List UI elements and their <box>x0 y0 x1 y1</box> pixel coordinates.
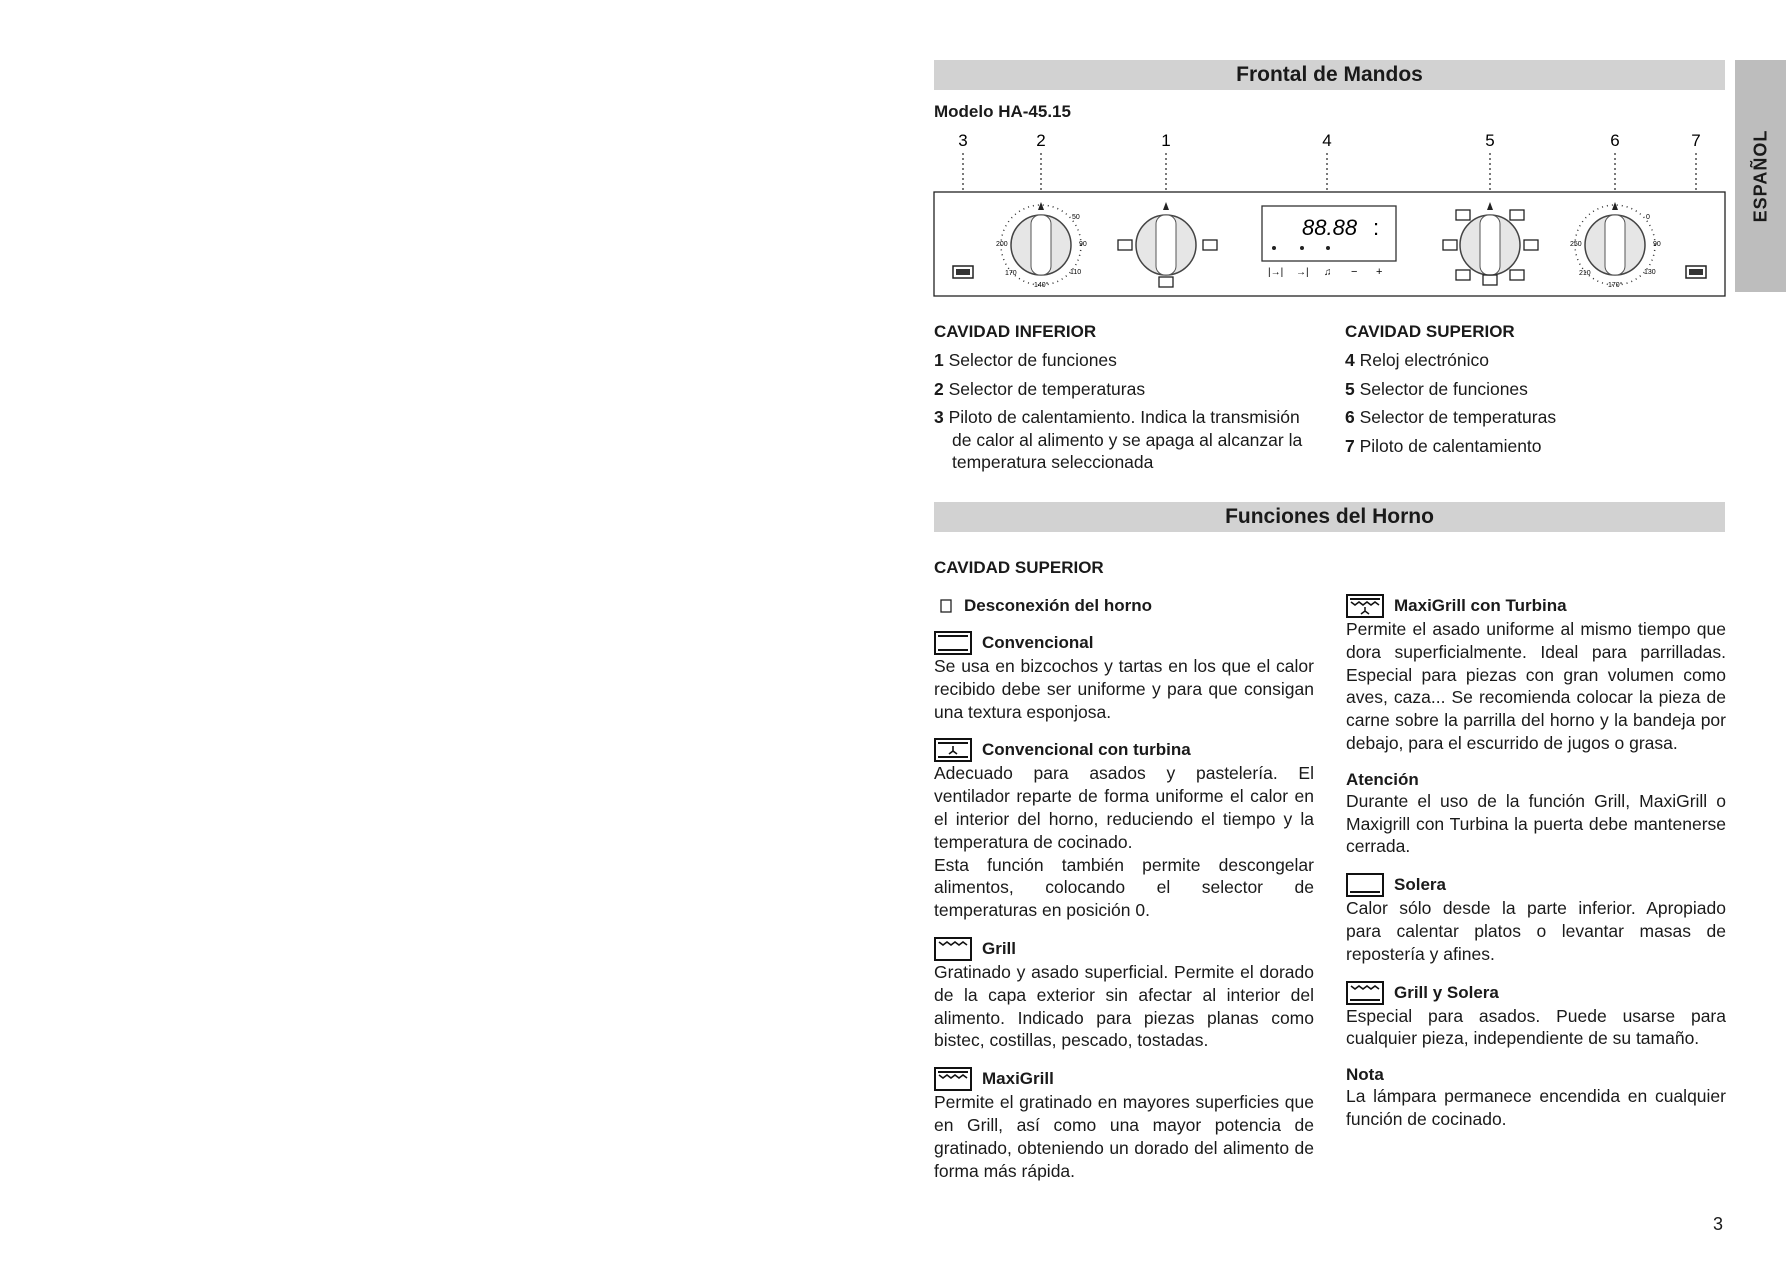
callout-4: 4 <box>1322 131 1332 150</box>
language-label: ESPAÑOL <box>1750 129 1770 223</box>
bottom-heat-icon <box>1346 873 1384 897</box>
control-panel-diagram <box>930 128 1730 300</box>
svg-text:90: 90 <box>1079 241 1087 248</box>
maxigrill-fan-icon <box>1346 594 1384 618</box>
svg-text:200: 200 <box>996 241 1008 248</box>
legend-item-6: 6 Selector de temperaturas <box>1345 407 1557 427</box>
legend-item-2: 2 Selector de temperaturas <box>934 378 1146 399</box>
legend-item-7: 7 Piloto de calentamiento <box>1345 435 1542 456</box>
legend-item-3: 3 Piloto de calentamiento. Indica la transmisión de calor al alimento y se apaga al alcanzar la temperatura seleccionada <box>934 407 1303 472</box>
maxigrill-icon <box>934 1067 972 1091</box>
functions-left-column <box>934 596 1314 1182</box>
svg-text:0: 0 <box>1646 214 1650 221</box>
functions-subheading: CAVIDAD SUPERIOR <box>934 558 1104 577</box>
clock-button-plus: + <box>1376 266 1383 278</box>
note-attention: Atención Durante el uso de la función Grill, MaxiGrill o Maxigrill con Turbina la puerta debe mantenerse cerrada. <box>1346 769 1726 857</box>
callout-6: 6 <box>1610 131 1620 150</box>
function-grill: Grill Gratinado y asado superficial. Permite el dorado de la capa exterior sin afectar al interior del alimento. Indicado para piezas planas como bistec, costillas, pescado, tostadas. <box>934 938 1314 1051</box>
svg-text:110: 110 <box>1070 269 1082 276</box>
function-maxigrill-fan: MaxiGrill con Turbina Permite el asado uniforme al mismo tiempo que dora superficialmente. Ideal para parrilladas. Especial para piezas con gran volumen como aves, caza... Se recomienda colocar la pieza de carne sobre la parrilla del horno y la bandeja por debajo, para el escurrido de jugos o grasa. <box>1346 596 1726 753</box>
model-label: Modelo HA-45.15 <box>934 102 1071 121</box>
functions-right-column <box>1346 594 1726 1131</box>
note-lamp: Nota La lámpara permanece encendida en cualquier función de cocinado. <box>1346 1065 1726 1129</box>
callout-2: 2 <box>1036 131 1046 150</box>
function-grill-bottom: Grill y Solera Especial para asados. Puede usarse para cualquier pieza, independiente de su tamaño. <box>1346 982 1726 1049</box>
conventional-icon <box>934 631 972 655</box>
upper-cavity-legend <box>1345 322 1725 457</box>
function-maxigrill: MaxiGrill Permite el gratinado en mayores superficies que en Grill, así como una mayor potencia de gratinado, obteniendo un dorado del alimento de forma más rápida. <box>934 1069 1314 1181</box>
legend-item-5: 5 Selector de funciones <box>1345 378 1528 399</box>
svg-text:130: 130 <box>1644 269 1656 276</box>
svg-text:170°: 170° <box>1608 282 1623 289</box>
clock-button-alarm: ♫ <box>1324 267 1332 278</box>
legend-item-1: 1 Selector de funciones <box>934 350 1117 370</box>
function-fan-conventional: Convencional con turbina Adecuado para asados y pastelería. El ventilador reparte de forma uniforme el calor en el interior del horno, reduciendo el tiempo y la temperatura de cocinado. Esta función también permite descongelar alimentos, colocando el selector de temperaturas en posición 0. <box>934 740 1314 921</box>
page-number: 3 <box>1713 1214 1724 1234</box>
clock-button-minus: − <box>1351 266 1358 278</box>
lower-cavity-legend <box>934 322 1314 474</box>
svg-text:250: 250 <box>1570 241 1582 248</box>
clock-button-duration: |→| <box>1268 267 1284 278</box>
section-title-controls: Frontal de Mandos <box>934 60 1725 90</box>
upper-cavity-heading: CAVIDAD SUPERIOR <box>1345 322 1515 341</box>
section-title-functions: Funciones del Horno <box>934 502 1725 532</box>
function-power-off: Desconexión del horno <box>934 596 1314 616</box>
callout-3: 3 <box>958 131 968 150</box>
fan-conventional-icon <box>934 738 972 762</box>
svg-text:140°: 140° <box>1034 282 1049 289</box>
callout-5: 5 <box>1485 131 1495 150</box>
clock-button-end: →| <box>1296 267 1309 278</box>
svg-text:50: 50 <box>1072 214 1080 221</box>
clock-display: 88.88 <box>1302 215 1358 240</box>
grill-icon <box>934 937 972 961</box>
svg-text:90: 90 <box>1653 241 1661 248</box>
language-tab <box>1735 60 1786 292</box>
lower-cavity-heading: CAVIDAD INFERIOR <box>934 322 1097 341</box>
function-conventional: Convencional Se usa en bizcochos y tartas en los que el calor recibido debe ser uniforme y para que consigan una textura esponjosa. <box>934 633 1314 722</box>
svg-text::: : <box>1373 215 1380 240</box>
electronic-clock <box>1262 206 1396 278</box>
grill-bottom-icon <box>1346 981 1384 1005</box>
power-off-icon <box>938 598 954 614</box>
callout-7: 7 <box>1691 131 1701 150</box>
svg-text:210: 210 <box>1579 270 1591 277</box>
legend-item-4: 4 Reloj electrónico <box>1345 350 1489 370</box>
callout-1: 1 <box>1161 131 1171 150</box>
svg-text:170: 170 <box>1005 270 1017 277</box>
function-bottom-heat: Solera Calor sólo desde la parte inferior. Apropiado para calentar platos o levantar masas de repostería y afines. <box>1346 875 1726 964</box>
